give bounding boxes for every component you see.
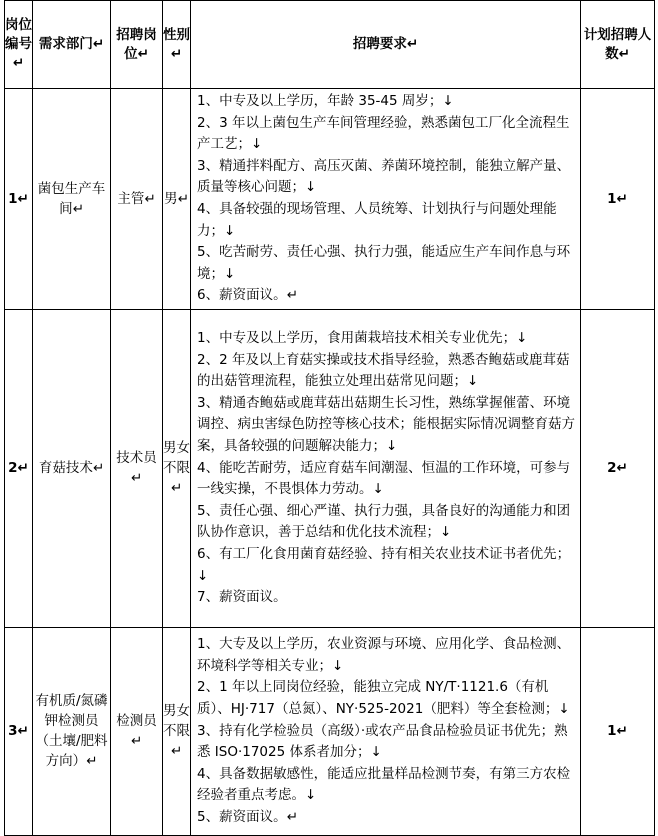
header-gender: 性别↵ — [163, 1, 191, 89]
requirements — [191, 627, 581, 835]
gender: 男女不限↵ — [163, 627, 191, 835]
recruitment-table — [4, 0, 655, 836]
requirement-item: 7、薪资面议。 — [197, 589, 287, 606]
table-row — [5, 627, 655, 835]
header-planned-count: 计划招聘人数↵ — [581, 1, 655, 89]
header-position-no: 岗位编号↵ — [5, 1, 33, 89]
position: 主管↵ — [111, 89, 163, 310]
department: 菌包生产车间↵ — [33, 89, 111, 310]
header-department: 需求部门↵ — [33, 1, 111, 89]
requirement-item: 6、有工厂化食用菌育菇经验、持有相关农业技术证书者优先；↓ — [197, 546, 571, 584]
requirement-item: 1、大专及以上学历，农业资源与环境、应用化学、食品检测、环境科学等相关专业；↓ — [197, 636, 571, 674]
requirement-item: 4、具备数据敏感性，能适应批量样品检测节奏，有第三方农检经验者重点考虑。↓ — [197, 765, 571, 804]
requirement-item: 1、中专及以上学历，年龄 35-45 周岁；↓ — [197, 93, 454, 109]
department: 有机质/氮磷钾检测员（土壤/肥料方向）↵ — [33, 627, 111, 835]
requirement-item: 3、精通拌料配方、高压灭菌、养菌环境控制，能独立解产量、质量等核心问题；↓ — [197, 157, 571, 196]
requirement-item: 3、持有化学检验员（高级）·或农产品食品检验员证书优先；熟悉 ISO·17025 体系者加分；↓ — [197, 722, 568, 761]
position: 检测员↵ — [111, 627, 163, 835]
position-no: 3↵ — [5, 627, 33, 835]
header-position: 招聘岗位↵ — [111, 1, 163, 89]
requirement-item: 5、吃苦耐劳、责任心强、执行力强，能适应生产车间作息与环境；↓ — [197, 244, 571, 282]
table-row — [5, 309, 655, 627]
planned-count: 2↵ — [581, 309, 655, 627]
planned-count: 1↵ — [581, 89, 655, 310]
header-row — [5, 1, 655, 89]
requirement-item: 5、薪资面议。↵ — [197, 809, 298, 826]
table-row — [5, 89, 655, 310]
gender: 男↵ — [163, 89, 191, 310]
requirement-item: 5、责任心强、细心严谨、执行力强，具备良好的沟通能力和团队协作意识，善于总结和优化技术流程；↓ — [197, 502, 571, 541]
requirements — [191, 309, 581, 627]
requirements — [191, 89, 581, 310]
requirement-item: 6、薪资面议。↵ — [197, 287, 298, 304]
gender: 男女不限↵ — [163, 309, 191, 627]
position-no: 1↵ — [5, 89, 33, 310]
requirement-item: 1、中专及以上学历，食用菌栽培技术相关专业优先；↓ — [197, 330, 528, 347]
requirement-item: 4、具备较强的现场管理、人员统筹、计划执行与问题处理能力；↓ — [197, 200, 557, 239]
position: 技术员↵ — [111, 309, 163, 627]
position-no: 2↵ — [5, 309, 33, 627]
header-requirements: 招聘要求↵ — [191, 1, 581, 89]
requirement-item: 4、能吃苦耐劳，适应育菇车间潮湿、恒温的工作环境，可参与一线实操，不畏惧体力劳动。↓ — [197, 459, 571, 498]
requirement-item: 2、3 年以上菌包生产车间管理经验，熟悉菌包工厂化全流程生产工艺；↓ — [197, 114, 570, 153]
requirement-item: 2、2 年及以上育菇实操或技术指导经验，熟悉杏鲍菇或鹿茸菇的出菇管理流程，能独立处理出菇常见问题；↓ — [197, 351, 570, 390]
requirement-item: 3、精通杏鲍菇或鹿茸菇出菇期生长习性，熟练掌握催蕾、环境调控、病虫害绿色防控等核心技术；能根据实际情况调整育菇方案，具备较强的问题解决能力；↓ — [197, 394, 575, 455]
department: 育菇技术↵ — [33, 309, 111, 627]
planned-count: 1↵ — [581, 627, 655, 835]
requirement-item: 2、1 年以上同岗位经验，能独立完成 NY/T·1121.6（有机质）、HJ·717（总氮）、NY·525-2021（肥料）等全套检测；↓ — [197, 679, 570, 718]
